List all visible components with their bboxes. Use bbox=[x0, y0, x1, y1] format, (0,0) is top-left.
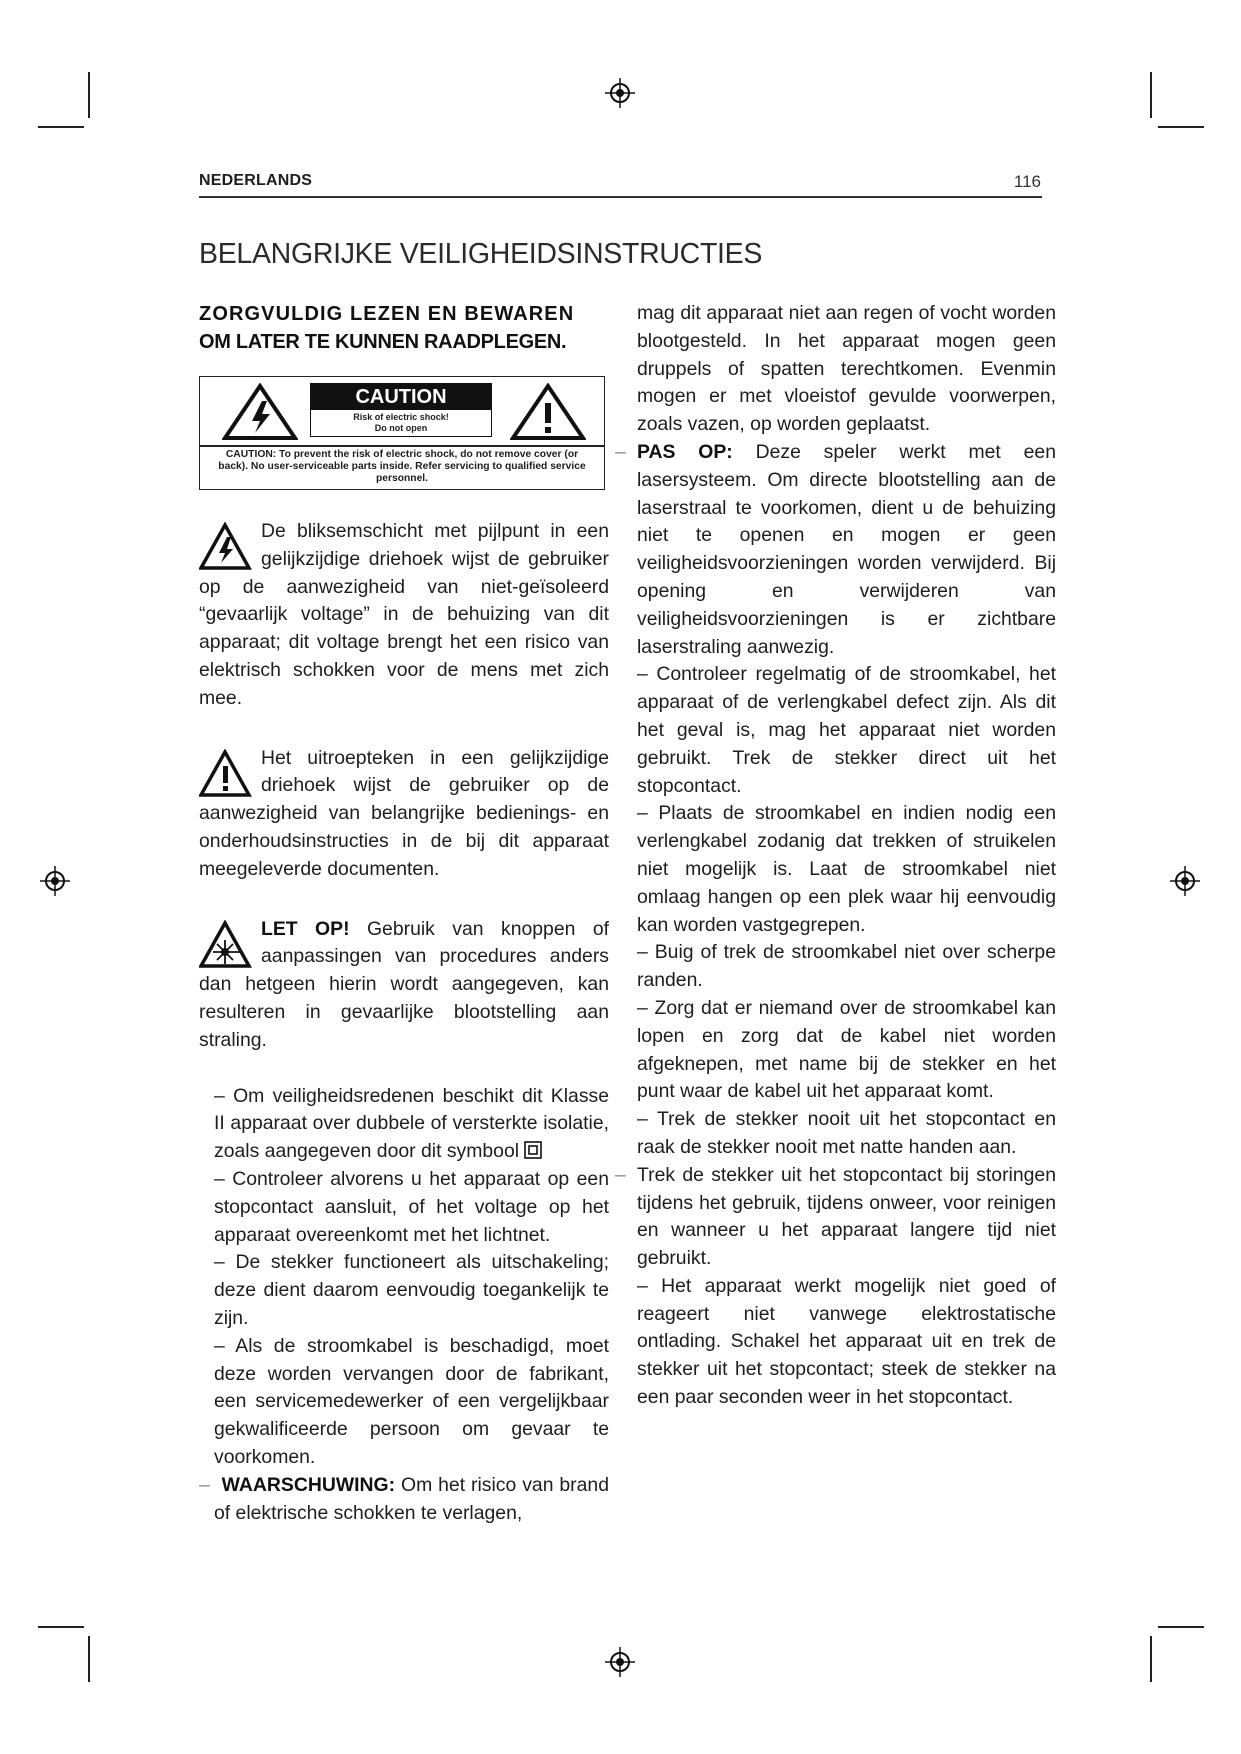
page-title: BELANGRIJKE VEILIGHEIDSINSTRUCTIES bbox=[199, 238, 763, 270]
warning-label: WAARSCHUWING: bbox=[221, 1473, 396, 1496]
caution-banner bbox=[310, 383, 492, 437]
warning-text: Om het risico van brand of elektrische schokken te verlagen, bbox=[214, 1473, 609, 1524]
list-item: – Als de stroomkabel is beschadigd, moet deze worden vervangen door de fabrikant, een servicemedewerker of een vergelijkbaar gekwalificeerde persoon om gevaar te voorkomen. bbox=[214, 1334, 609, 1468]
exclamation-warning-icon bbox=[510, 383, 586, 441]
crop-mark bbox=[1150, 72, 1152, 118]
caution-label bbox=[199, 376, 605, 490]
header-divider bbox=[199, 196, 1042, 198]
exclamation-text: Het uitroepteken in een gelijkzijdige driehoek wijst de gebruiker op de aanwezigheid van belangrijke bedienings- en onderhoudsinstructies in de bij dit apparaat meegeleverde documenten. bbox=[199, 746, 609, 880]
caution-divider bbox=[200, 445, 604, 447]
list-item: – Controleer alvorens u het apparaat op een stopcontact aansluit, of het voltage op het apparaat overeenkomt met het lichtnet. bbox=[214, 1167, 609, 1246]
list-item: – Trek de stekker uit het stopcontact bij storingen tijdens het gebruik, tijdens onweer, voor reinigen en wanneer u het apparaat langere tijd niet gebruikt. bbox=[615, 1163, 1056, 1270]
laser-paragraph bbox=[199, 916, 609, 1055]
list-item: – Trek de stekker nooit uit het stopcontact en raak de stekker nooit met natte handen aan. bbox=[637, 1108, 1056, 1158]
pasop-text: Deze speler werkt met een lasersysteem. Om directe blootstelling aan de laserstraal te voorkomen, dient u de behuizing niet te openen en mogen er geen veiligheidsvoorzieningen worden verwijderd. Bij opening en verwijderen van veiligheidsvoorzieningen is er zichtbare laserstraling aanwezig. bbox=[637, 440, 1056, 658]
laser-text: Gebruik van knoppen of aanpassingen van procedures anders dan hetgeen hierin wordt aangegeven, kan resulteren in gevaarlijke blootstelling aan straling. bbox=[199, 917, 609, 1051]
caution-risk-line1: Risk of electric shock! bbox=[353, 412, 449, 422]
list-item-text: – Om veiligheidsredenen beschikt dit Klasse II apparaat over dubbele of versterkte isolatie, zoals aangegeven door dit symbool bbox=[214, 1084, 609, 1163]
list-item: – Plaats de stroomkabel en indien nodig een verlengkabel zodanig dat trekken of struikelen niet mogelijk is. Laat de stroomkabel niet omlaag hangen op een plek waar hij eenvoudig kan worden vastgegrepen. bbox=[637, 802, 1056, 936]
list-item: – Het apparaat werkt mogelijk niet goed of reageert niet vanwege elektrostatische ontlading. Schakel het apparaat uit en trek de stekker uit het stopcontact; steek de stekker na een paar seconden weer in het stopcontact. bbox=[637, 1274, 1056, 1409]
class-ii-symbol-icon bbox=[524, 1141, 542, 1159]
list-item-text: Trek de stekker uit het stopcontact bij storingen tijdens het gebruik, tijdens onweer, voor reinigen en wanneer u het apparaat langere tijd niet gebruikt. bbox=[637, 1163, 1056, 1270]
subhead-line-2: OM LATER TE KUNNEN RAADPLEGEN. bbox=[199, 331, 567, 353]
crop-mark bbox=[38, 126, 84, 128]
pasop-label: PAS OP: bbox=[637, 440, 733, 463]
caution-risk-text bbox=[311, 412, 491, 434]
right-column bbox=[615, 300, 1056, 1412]
warning-continued-text: mag dit apparaat niet aan regen of vocht worden blootgesteld. In het apparaat mogen geen druppels of spatten terechtkomen. Evenmin mogen er met vloeistof gevulde voorwerpen, zoals vazen, op worden geplaatst. bbox=[637, 302, 1056, 436]
crop-mark bbox=[1150, 1636, 1152, 1682]
crop-mark bbox=[88, 72, 90, 118]
list-item: – Zorg dat er niemand over de stroomkabel kan lopen en zorg dat de kabel niet worden afgeknepen, met name bij de stekker en het punt waar de kabel uit het apparaat komt. bbox=[637, 996, 1056, 1103]
header-language: NEDERLANDS bbox=[199, 172, 313, 189]
lightning-warning-icon bbox=[222, 383, 298, 441]
caution-word: CAUTION bbox=[311, 384, 491, 410]
registration-mark-icon bbox=[40, 866, 70, 896]
crop-mark bbox=[38, 1626, 84, 1628]
list-item: – De stekker functioneert als uitschakeling; deze dient daarom eenvoudig toegankelijk te zijn. bbox=[214, 1251, 609, 1329]
left-column bbox=[199, 300, 609, 1527]
list-item bbox=[199, 1083, 609, 1166]
crop-mark bbox=[1158, 1626, 1204, 1628]
registration-mark-icon bbox=[605, 1647, 635, 1677]
crop-mark bbox=[1158, 126, 1204, 128]
page-number: 116 bbox=[1013, 172, 1041, 191]
lightning-text: De bliksemschicht met pijlpunt in een gelijkzijdige driehoek wijst de gebruiker op de aanwezigheid van niet-geïsoleerd “gevaarlijk voltage” in de behuizing van dit apparaat; dit voltage brengt het een risico van elektrisch schokken voor de mens met zich mee. bbox=[199, 520, 609, 709]
pasop-item: – PAS OP: Deze speler werkt met een lasersysteem. Om directe blootstelling aan de laserstraal te voorkomen, dient u de behuizing niet te openen en mogen er geen veiligheidsvoorzieningen worden verwijderd. Bij opening en verwijderen van veiligheidsvoorzieningen is er zichtbare laserstraling aanwezig. bbox=[615, 440, 1056, 658]
list-item: – Buig of trek de stroomkabel niet over scherpe randen. bbox=[637, 941, 1056, 992]
caution-risk-line2: Do not open bbox=[374, 423, 428, 433]
laser-paragraph-text bbox=[199, 916, 609, 1055]
crop-mark bbox=[88, 1636, 90, 1682]
laser-warning-icon bbox=[199, 920, 255, 970]
subhead-line-1: ZORGVULDIG LEZEN EN BEWAREN bbox=[199, 303, 575, 325]
warning-item: – WAARSCHUWING: Om het risico van brand of elektrische schokken te verlagen, bbox=[199, 1473, 609, 1524]
lightning-paragraph bbox=[199, 518, 609, 713]
laser-label: LET OP! bbox=[261, 917, 350, 940]
exclamation-paragraph bbox=[199, 745, 609, 884]
caution-footer-text: CAUTION: To prevent the risk of electric shock, do not remove cover (or back). No user-serviceable parts inside. Refer servicing to qualified service personnel. bbox=[218, 449, 586, 485]
lightning-warning-icon bbox=[199, 522, 255, 572]
exclamation-warning-icon bbox=[199, 749, 255, 799]
registration-mark-icon bbox=[605, 78, 635, 108]
registration-mark-icon bbox=[1170, 866, 1200, 896]
list-item: – Controleer regelmatig of de stroomkabel, het apparaat of de verlengkabel defect zijn. Als dit het geval is, mag het apparaat niet worden gebruikt. Trek de stekker direct uit het stopcontact. bbox=[637, 663, 1056, 797]
